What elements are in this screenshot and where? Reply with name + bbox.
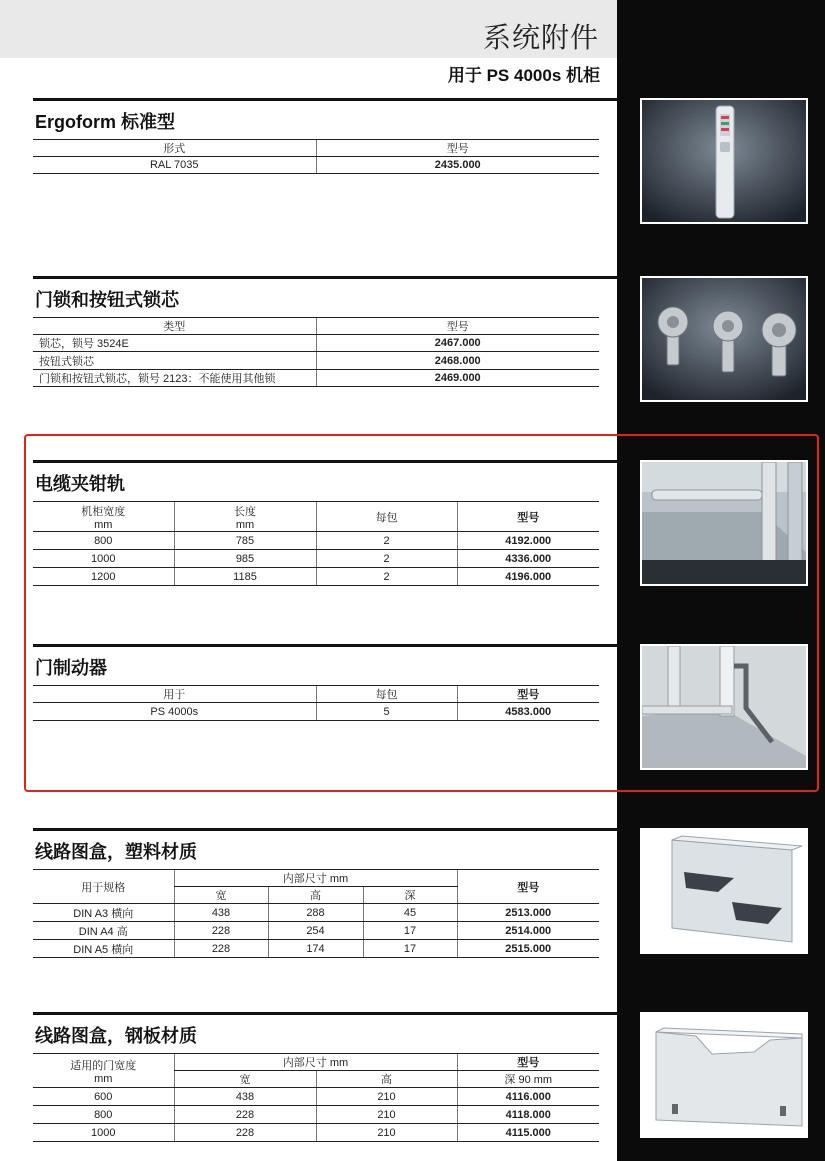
table-cell: 600 <box>33 1088 174 1106</box>
table-cell: DIN A5 横向 <box>33 940 174 958</box>
column-header: 深 <box>363 887 457 904</box>
table-cell: 210 <box>316 1088 457 1106</box>
section-rule <box>33 276 617 279</box>
section-plastic-document-pocket <box>33 828 617 968</box>
table-cell: 2 <box>316 568 457 586</box>
table-row <box>33 922 599 940</box>
table-cell: 锁芯，锁号 3524E <box>33 335 316 352</box>
table-row <box>33 1088 599 1106</box>
lock-insert-photo-icon <box>640 276 808 402</box>
spec-table <box>33 317 599 387</box>
section-rule <box>33 644 617 647</box>
column-header: 长度 mm <box>174 502 316 532</box>
table-cell: 210 <box>316 1124 457 1142</box>
table-cell: 5 <box>316 703 457 721</box>
table-row <box>33 370 599 387</box>
spec-table <box>33 501 599 586</box>
section-steel-document-pocket <box>33 1012 617 1152</box>
table-row <box>33 568 599 586</box>
section-locks <box>33 276 617 396</box>
table-cell: 288 <box>268 904 363 922</box>
section-door-stay <box>33 644 617 734</box>
section-rule <box>33 98 617 101</box>
section-title: 线路图盒，塑料材质 <box>35 842 197 862</box>
table-cell: 438 <box>174 1088 316 1106</box>
section-title: Ergoform 标准型 <box>35 112 176 132</box>
column-header: 用于 <box>33 686 316 703</box>
column-header: 每包 <box>316 502 457 532</box>
column-header: 形式 <box>33 140 316 157</box>
part-number: 4583.000 <box>457 703 599 721</box>
sheet-steel-document-pocket-photo-icon <box>640 1012 808 1138</box>
spec-table <box>33 685 599 721</box>
table-cell: 17 <box>363 922 457 940</box>
part-number: 2513.000 <box>457 904 599 922</box>
table-cell: 45 <box>363 904 457 922</box>
table-cell: DIN A4 高 <box>33 922 174 940</box>
table-row <box>33 532 599 550</box>
table-cell: 210 <box>316 1106 457 1124</box>
section-cable-clamp-rail <box>33 460 617 600</box>
column-header: 高 <box>268 887 363 904</box>
column-header: 型号 <box>316 318 599 335</box>
table-cell: 17 <box>363 940 457 958</box>
column-header: 深 90 mm <box>457 1071 599 1088</box>
part-number: 4115.000 <box>457 1124 599 1142</box>
part-number: 2514.000 <box>457 922 599 940</box>
column-header: 型号 <box>457 686 599 703</box>
table-row <box>33 157 599 174</box>
section-rule <box>33 460 617 463</box>
table-cell: 2 <box>316 532 457 550</box>
table-row <box>33 904 599 922</box>
column-header: 型号 <box>457 1054 599 1071</box>
section-title: 电缆夹钳轨 <box>35 474 125 494</box>
table-row <box>33 352 599 370</box>
table-cell: 985 <box>174 550 316 568</box>
table-cell: 1000 <box>33 1124 174 1142</box>
table-row <box>33 940 599 958</box>
table-cell: 按钮式锁芯 <box>33 352 316 370</box>
table-cell: 1185 <box>174 568 316 586</box>
table-row <box>33 335 599 352</box>
table-row <box>33 1124 599 1142</box>
handle-photo-icon <box>640 98 808 224</box>
column-header: 型号 <box>457 502 599 532</box>
column-header: 型号 <box>316 140 599 157</box>
column-header: 型号 <box>457 870 599 904</box>
spec-table <box>33 869 599 958</box>
table-cell: 1200 <box>33 568 174 586</box>
part-number: 2435.000 <box>316 157 599 174</box>
column-header: 机柜宽度 mm <box>33 502 174 532</box>
column-header: 用于规格 <box>33 870 174 904</box>
part-number: 4192.000 <box>457 532 599 550</box>
part-number: 4336.000 <box>457 550 599 568</box>
table-cell: 800 <box>33 1106 174 1124</box>
section-ergoform <box>33 98 617 208</box>
part-number: 2468.000 <box>316 352 599 370</box>
table-cell: 800 <box>33 532 174 550</box>
section-title: 线路图盒，钢板材质 <box>35 1026 197 1046</box>
table-cell: 254 <box>268 922 363 940</box>
spec-table <box>33 139 599 174</box>
table-cell: 1000 <box>33 550 174 568</box>
table-cell: 228 <box>174 940 268 958</box>
section-title: 门制动器 <box>35 658 107 678</box>
table-row <box>33 703 599 721</box>
table-cell: RAL 7035 <box>33 157 316 174</box>
plastic-document-pocket-photo-icon <box>640 828 808 954</box>
table-cell: 2 <box>316 550 457 568</box>
table-cell: 438 <box>174 904 268 922</box>
part-number: 4196.000 <box>457 568 599 586</box>
table-row <box>33 550 599 568</box>
table-cell: 228 <box>174 1124 316 1142</box>
table-cell: PS 4000s <box>33 703 316 721</box>
page-title: 系统附件 <box>482 22 599 53</box>
column-header: 内部尺寸 mm <box>174 870 457 887</box>
part-number: 2469.000 <box>316 370 599 387</box>
column-header: 适用的门宽度 mm <box>33 1054 174 1088</box>
table-cell: 228 <box>174 1106 316 1124</box>
table-cell: 785 <box>174 532 316 550</box>
cable-clamp-rail-photo-icon <box>640 460 808 586</box>
table-cell: 174 <box>268 940 363 958</box>
column-header: 内部尺寸 mm <box>174 1054 457 1071</box>
table-row <box>33 1106 599 1124</box>
door-stay-photo-icon <box>640 644 808 770</box>
section-rule <box>33 1012 617 1015</box>
column-header: 宽 <box>174 887 268 904</box>
table-cell: 门锁和按钮式锁芯，锁号 2123：不能使用其他锁 <box>33 370 316 387</box>
spec-table <box>33 1053 599 1142</box>
table-cell: 228 <box>174 922 268 940</box>
page-subtitle: 用于 PS 4000s 机柜 <box>447 66 600 85</box>
part-number: 2467.000 <box>316 335 599 352</box>
part-number: 2515.000 <box>457 940 599 958</box>
section-rule <box>33 828 617 831</box>
table-cell: DIN A3 横向 <box>33 904 174 922</box>
column-header: 每包 <box>316 686 457 703</box>
part-number: 4116.000 <box>457 1088 599 1106</box>
column-header: 类型 <box>33 318 316 335</box>
column-header: 高 <box>316 1071 457 1088</box>
column-header: 宽 <box>174 1071 316 1088</box>
part-number: 4118.000 <box>457 1106 599 1124</box>
section-title: 门锁和按钮式锁芯 <box>35 290 179 310</box>
